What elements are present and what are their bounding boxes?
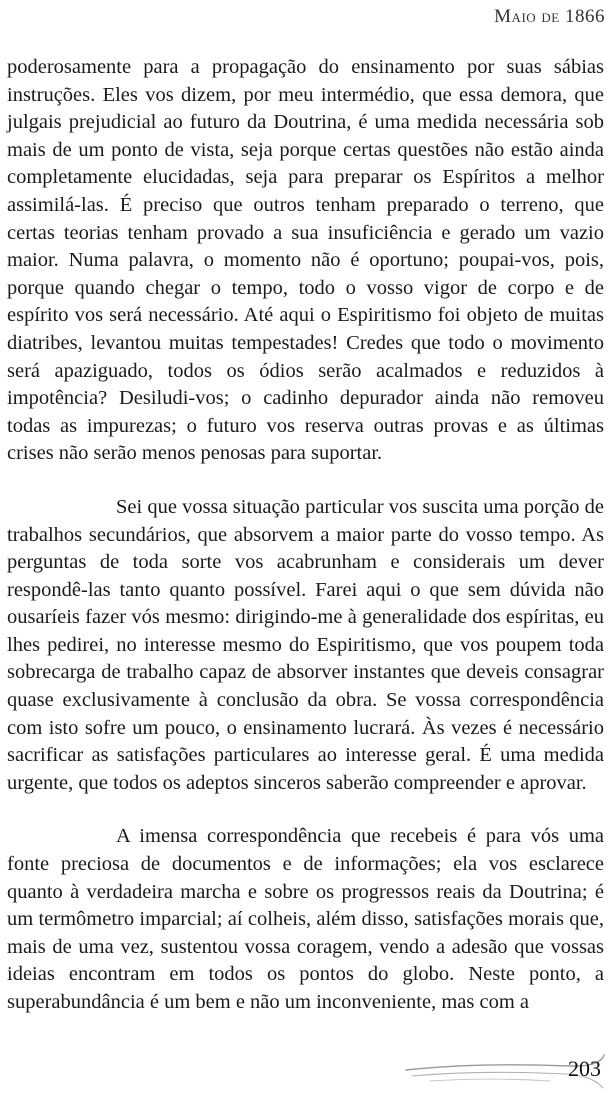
running-header: Maio de 1866 (494, 6, 605, 27)
paragraph-2: Sei que vossa situação particular vos suscita uma porção de trabalhos secundários, que absorvem a maior parte do vosso tempo. As perguntas de toda sorte vos acabrunham e considerais um dever respondê-las tanto quanto possível. Farei aqui o que sem dúvida não ousaríeis fazer vós mesmo: dirigindo-me à generalidade dos espíritas, eu lhes pedirei, no interesse mesmo do Espiritismo, que vos poupem toda sobrecarga de trabalho capaz de absorver instantes que deveis consagrar quase exclusivamente à conclusão da obra. Se vossa correspondência com isto sofre um pouco, o ensinamento lucrará. Às vezes é necessário sacrificar as satisfações particulares ao interesse geral. É uma medida urgente, que todos os adeptos sinceros saberão compreender e aprovar. (7, 495, 604, 794)
paragraph-3: A imensa correspondência que recebeis é para vós uma fonte preciosa de documentos e de informações; ela vos esclarece quanto à verdadeira marcha e sobre os progressos reais da Doutrina; é um termômetro imparcial; aí colheis, além disso, satisfações morais que, mais de uma vez, sustentou vossa coragem, vendo a adesão que vossas ideias encontram em todos os pontos do globo. Neste ponto, a superabundância é um bem e não um inconveniente, mas com a (7, 825, 604, 1013)
paragraph-1: poderosamente para a propagação do ensinamento por suas sábias instruções. Eles vos dizem, por meu intermédio, que essa demora, que julgais prejudicial ao futuro da Doutrina, é uma medida necessária sob mais de um ponto de vista, seja porque certas questões não estão ainda completamente elucidadas, seja para preparar os Espíritos a melhor assimilá-las. É preciso que outros tenham preparado o terreno, que certas teorias tenham provado a sua insuficiência e gerado um vazio maior. Numa palavra, o momento não é oportuno; poupai-vos, pois, porque quando chegar o tempo, todo o vosso vigor de corpo e de espírito vos será necessário. Até aqui o Espiritismo foi objeto de muitas diatribes, levantou muitas tempestades! Credes que todo o movimento será apaziguado, todos os ódios serão acalmados e reduzidos à impotência? Desiludi-vos; o cadinho depurador ainda não removeu todas as impurezas; o futuro vos reserva outras provas e as últimas crises não serão menos penosas para suportar. (7, 56, 604, 465)
page-number: 203 (568, 1056, 601, 1081)
page-body (7, 54, 604, 1017)
